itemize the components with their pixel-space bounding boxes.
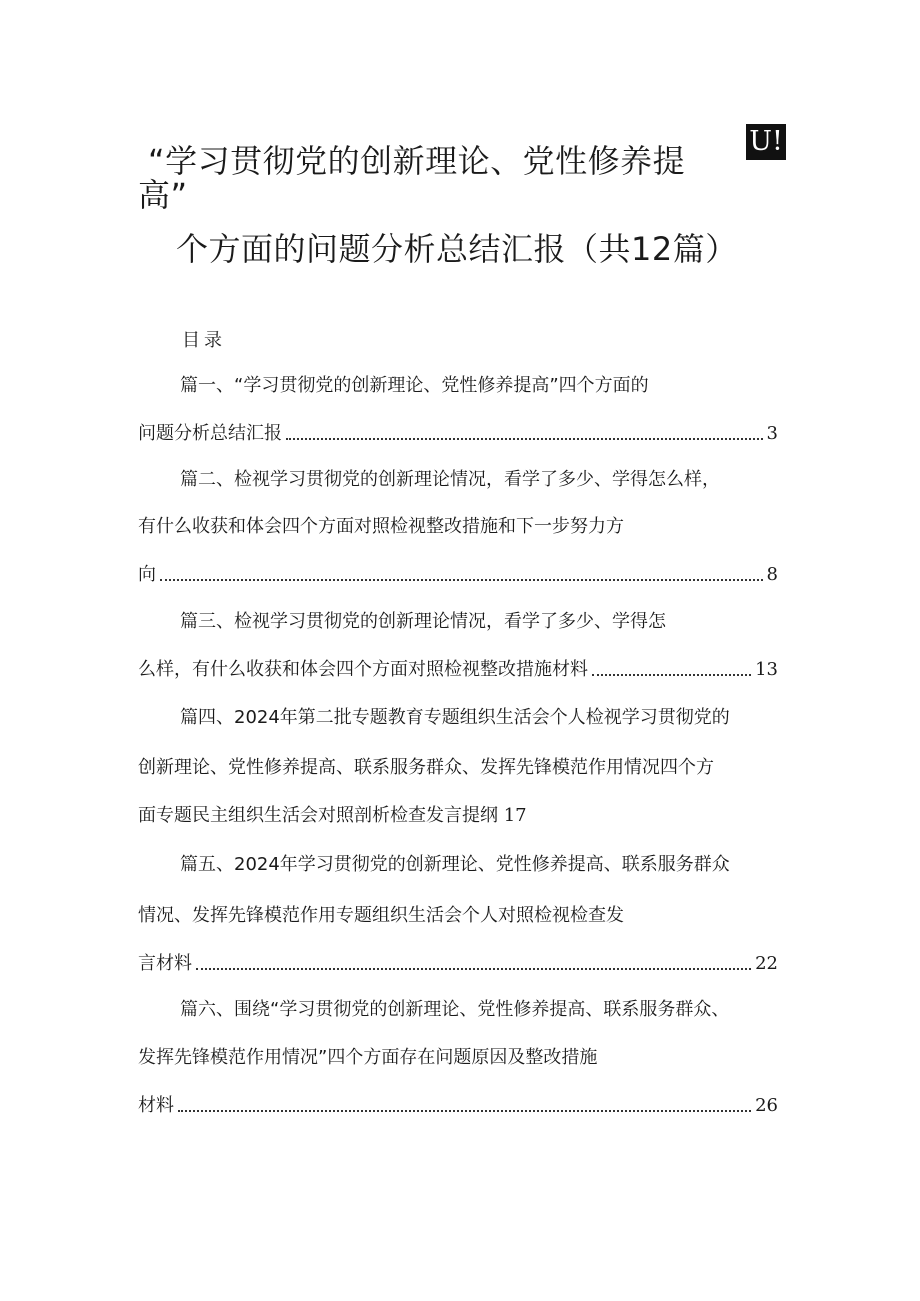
toc-entry-5-page: 22: [755, 953, 778, 974]
toc-entry-5-line-2[interactable]: 情况、发挥先锋模范作用专题组织生活会个人对照检视检查发: [138, 905, 624, 926]
toc-entry-4-line-3-wrap[interactable]: [138, 804, 527, 828]
toc-entry-5-line-1[interactable]: 篇五、2024年学习贯彻党的创新理论、党性修养提高、联系服务群众: [180, 854, 730, 875]
logo-badge: U!: [746, 124, 786, 160]
toc-entry-3-leader[interactable]: [138, 658, 778, 682]
toc-entry-4-line-3: 面专题民主组织生活会对照剖析检查发言提纲: [138, 805, 498, 826]
toc-heading: 目录: [182, 330, 226, 351]
toc-entry-6-line-2[interactable]: 发挥先锋模范作用情况”四个方面存在问题原因及整改措施: [138, 1047, 598, 1068]
dot-leader: [286, 437, 763, 440]
dot-leader: [160, 578, 763, 581]
dot-leader: [178, 1109, 751, 1112]
toc-entry-4-line-2[interactable]: 创新理论、党性修养提高、联系服务群众、发挥先锋模范作用情况四个方: [138, 757, 714, 778]
toc-entry-3-line-1[interactable]: 篇三、检视学习贯彻党的创新理论情况，看学了多少、学得怎: [180, 611, 666, 632]
toc-entry-1-page: 3: [766, 423, 778, 444]
toc-entry-3-line-2: 么样，有什么收获和体会四个方面对照检视整改措施材料: [138, 659, 588, 680]
dot-leader: [196, 967, 751, 970]
toc-entry-1-leader[interactable]: [138, 422, 778, 446]
toc-entry-6-line-1[interactable]: 篇六、围绕“学习贯彻党的创新理论、党性修养提高、联系服务群众、: [180, 999, 730, 1020]
document-title-line-3: 个方面的问题分析总结汇报（共12篇）: [176, 230, 738, 268]
toc-entry-1-line-2: 问题分析总结汇报: [138, 423, 282, 444]
toc-entry-5-leader[interactable]: [138, 952, 778, 976]
toc-entry-4-line-1[interactable]: 篇四、2024年第二批专题教育专题组织生活会个人检视学习贯彻党的: [180, 707, 730, 728]
dot-leader: [592, 673, 751, 676]
toc-entry-2-page: 8: [766, 564, 778, 585]
toc-entry-4-page: 17: [503, 805, 527, 826]
document-title-line-1: “学习贯彻党的创新理论、党性修养提: [148, 142, 686, 180]
toc-entry-3-page: 13: [755, 659, 778, 680]
toc-entry-2-leader[interactable]: [138, 563, 778, 587]
toc-entry-1-line-1[interactable]: 篇一、“学习贯彻党的创新理论、党性修养提高”四个方面的: [180, 375, 649, 396]
toc-entry-6-leader[interactable]: [138, 1094, 778, 1118]
toc-entry-2-line-3: 向: [138, 564, 156, 585]
toc-entry-5-line-3: 言材料: [138, 953, 192, 974]
document-title-line-2: 高”: [138, 176, 188, 214]
toc-entry-2-line-2[interactable]: 有什么收获和体会四个方面对照检视整改措施和下一步努力方: [138, 516, 624, 537]
toc-entry-6-page: 26: [755, 1095, 778, 1116]
toc-entry-2-line-1[interactable]: 篇二、检视学习贯彻党的创新理论情况，看学了多少、学得怎么样，: [180, 469, 720, 490]
toc-entry-6-line-3: 材料: [138, 1095, 174, 1116]
